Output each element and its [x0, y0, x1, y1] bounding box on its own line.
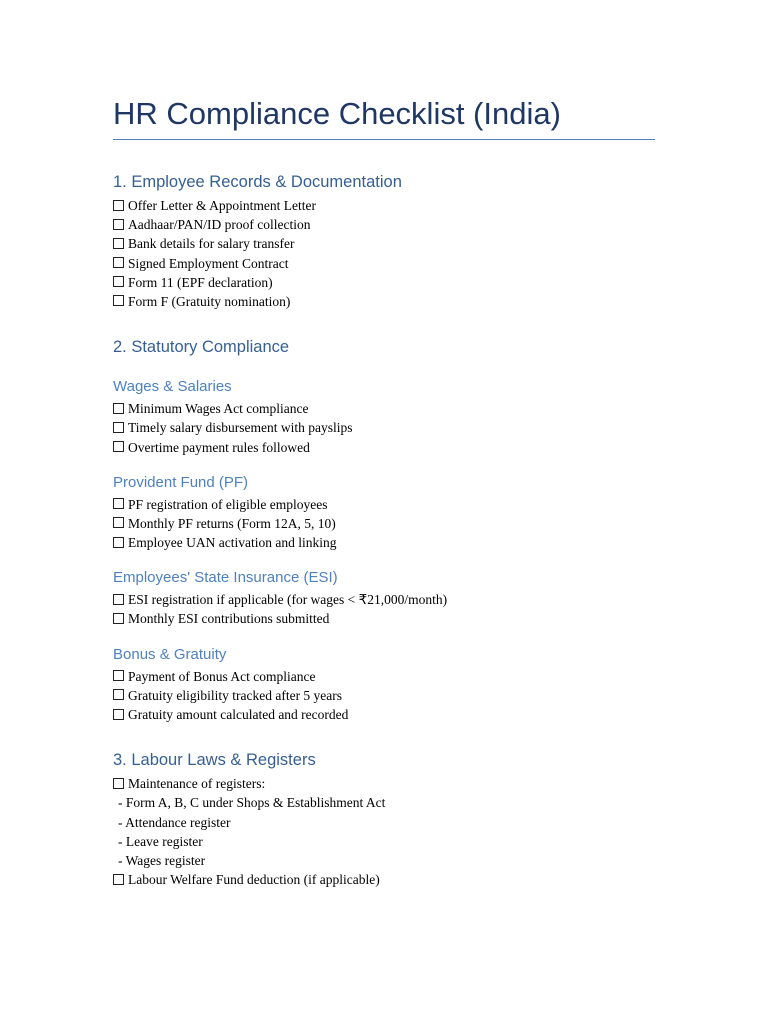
checklist-item: Minimum Wages Act compliance: [113, 399, 673, 418]
document-title: HR Compliance Checklist (India): [113, 96, 561, 131]
section-heading-statutory-compliance: 2. Statutory Compliance: [113, 338, 290, 357]
subheading-esi: Employees' State Insurance (ESI): [113, 569, 338, 587]
checklist-item: Aadhaar/PAN/ID proof collection: [113, 215, 673, 234]
checklist-item: Timely salary disbursement with payslips: [113, 418, 673, 437]
checklist-item: Monthly PF returns (Form 12A, 5, 10): [113, 514, 673, 533]
checkbox-icon[interactable]: [113, 670, 124, 681]
checklist-item: PF registration of eligible employees: [113, 495, 673, 514]
checklist-item: Offer Letter & Appointment Letter: [113, 196, 673, 215]
checkbox-icon[interactable]: [113, 778, 124, 789]
checklist-item: Gratuity eligibility tracked after 5 years: [113, 686, 673, 705]
register-sub-item: - Leave register: [118, 833, 203, 849]
checkbox-icon[interactable]: [113, 689, 124, 700]
checklist-item: Signed Employment Contract: [113, 254, 673, 273]
checklist-item: Payment of Bonus Act compliance: [113, 667, 673, 686]
subheading-bonus-gratuity: Bonus & Gratuity: [113, 645, 227, 663]
section-heading-employee-records: 1. Employee Records & Documentation: [113, 173, 402, 191]
checkbox-icon[interactable]: [113, 238, 124, 249]
checklist-item: Bank details for salary transfer: [113, 234, 673, 253]
checkbox-icon[interactable]: [113, 403, 124, 414]
checklist-item: Form F (Gratuity nomination): [113, 292, 673, 311]
checkbox-icon[interactable]: [113, 613, 124, 624]
checkbox-icon[interactable]: [113, 537, 124, 548]
checklist-item: Overtime payment rules followed: [113, 438, 673, 457]
checkbox-icon[interactable]: [113, 709, 124, 720]
section-heading-labour-laws: 3. Labour Laws & Registers: [113, 751, 316, 770]
checkbox-icon[interactable]: [113, 594, 124, 605]
checkbox-icon[interactable]: [113, 874, 124, 885]
checklist-item: Maintenance of registers:: [113, 774, 673, 793]
subheading-provident-fund: Provident Fund (PF): [113, 473, 249, 491]
checklist-item: Monthly ESI contributions submitted: [113, 609, 673, 628]
title-underline-rule: [113, 139, 655, 140]
checklist-item: Labour Welfare Fund deduction (if applicable): [113, 870, 673, 889]
checkbox-icon[interactable]: [113, 257, 124, 268]
checkbox-icon[interactable]: [113, 517, 124, 528]
document-body: [113, 168, 673, 889]
checkbox-icon[interactable]: [113, 295, 124, 306]
register-sub-item: - Form A, B, C under Shops & Establishment Act: [118, 795, 386, 811]
checkbox-icon[interactable]: [113, 441, 124, 452]
subheading-wages-salaries: Wages & Salaries: [113, 378, 232, 396]
checkbox-icon[interactable]: [113, 422, 124, 433]
checkbox-icon[interactable]: [113, 498, 124, 509]
checklist-item: Gratuity amount calculated and recorded: [113, 705, 673, 724]
checkbox-icon[interactable]: [113, 276, 124, 287]
checklist-item: Form 11 (EPF declaration): [113, 273, 673, 292]
register-sub-item: - Attendance register: [118, 814, 231, 830]
checkbox-icon[interactable]: [113, 200, 124, 211]
checklist-item: ESI registration if applicable (for wages < ₹21,000/month): [113, 590, 673, 609]
register-sub-item: - Wages register: [118, 852, 206, 868]
checkbox-icon[interactable]: [113, 219, 124, 230]
checklist-item: Employee UAN activation and linking: [113, 533, 673, 552]
